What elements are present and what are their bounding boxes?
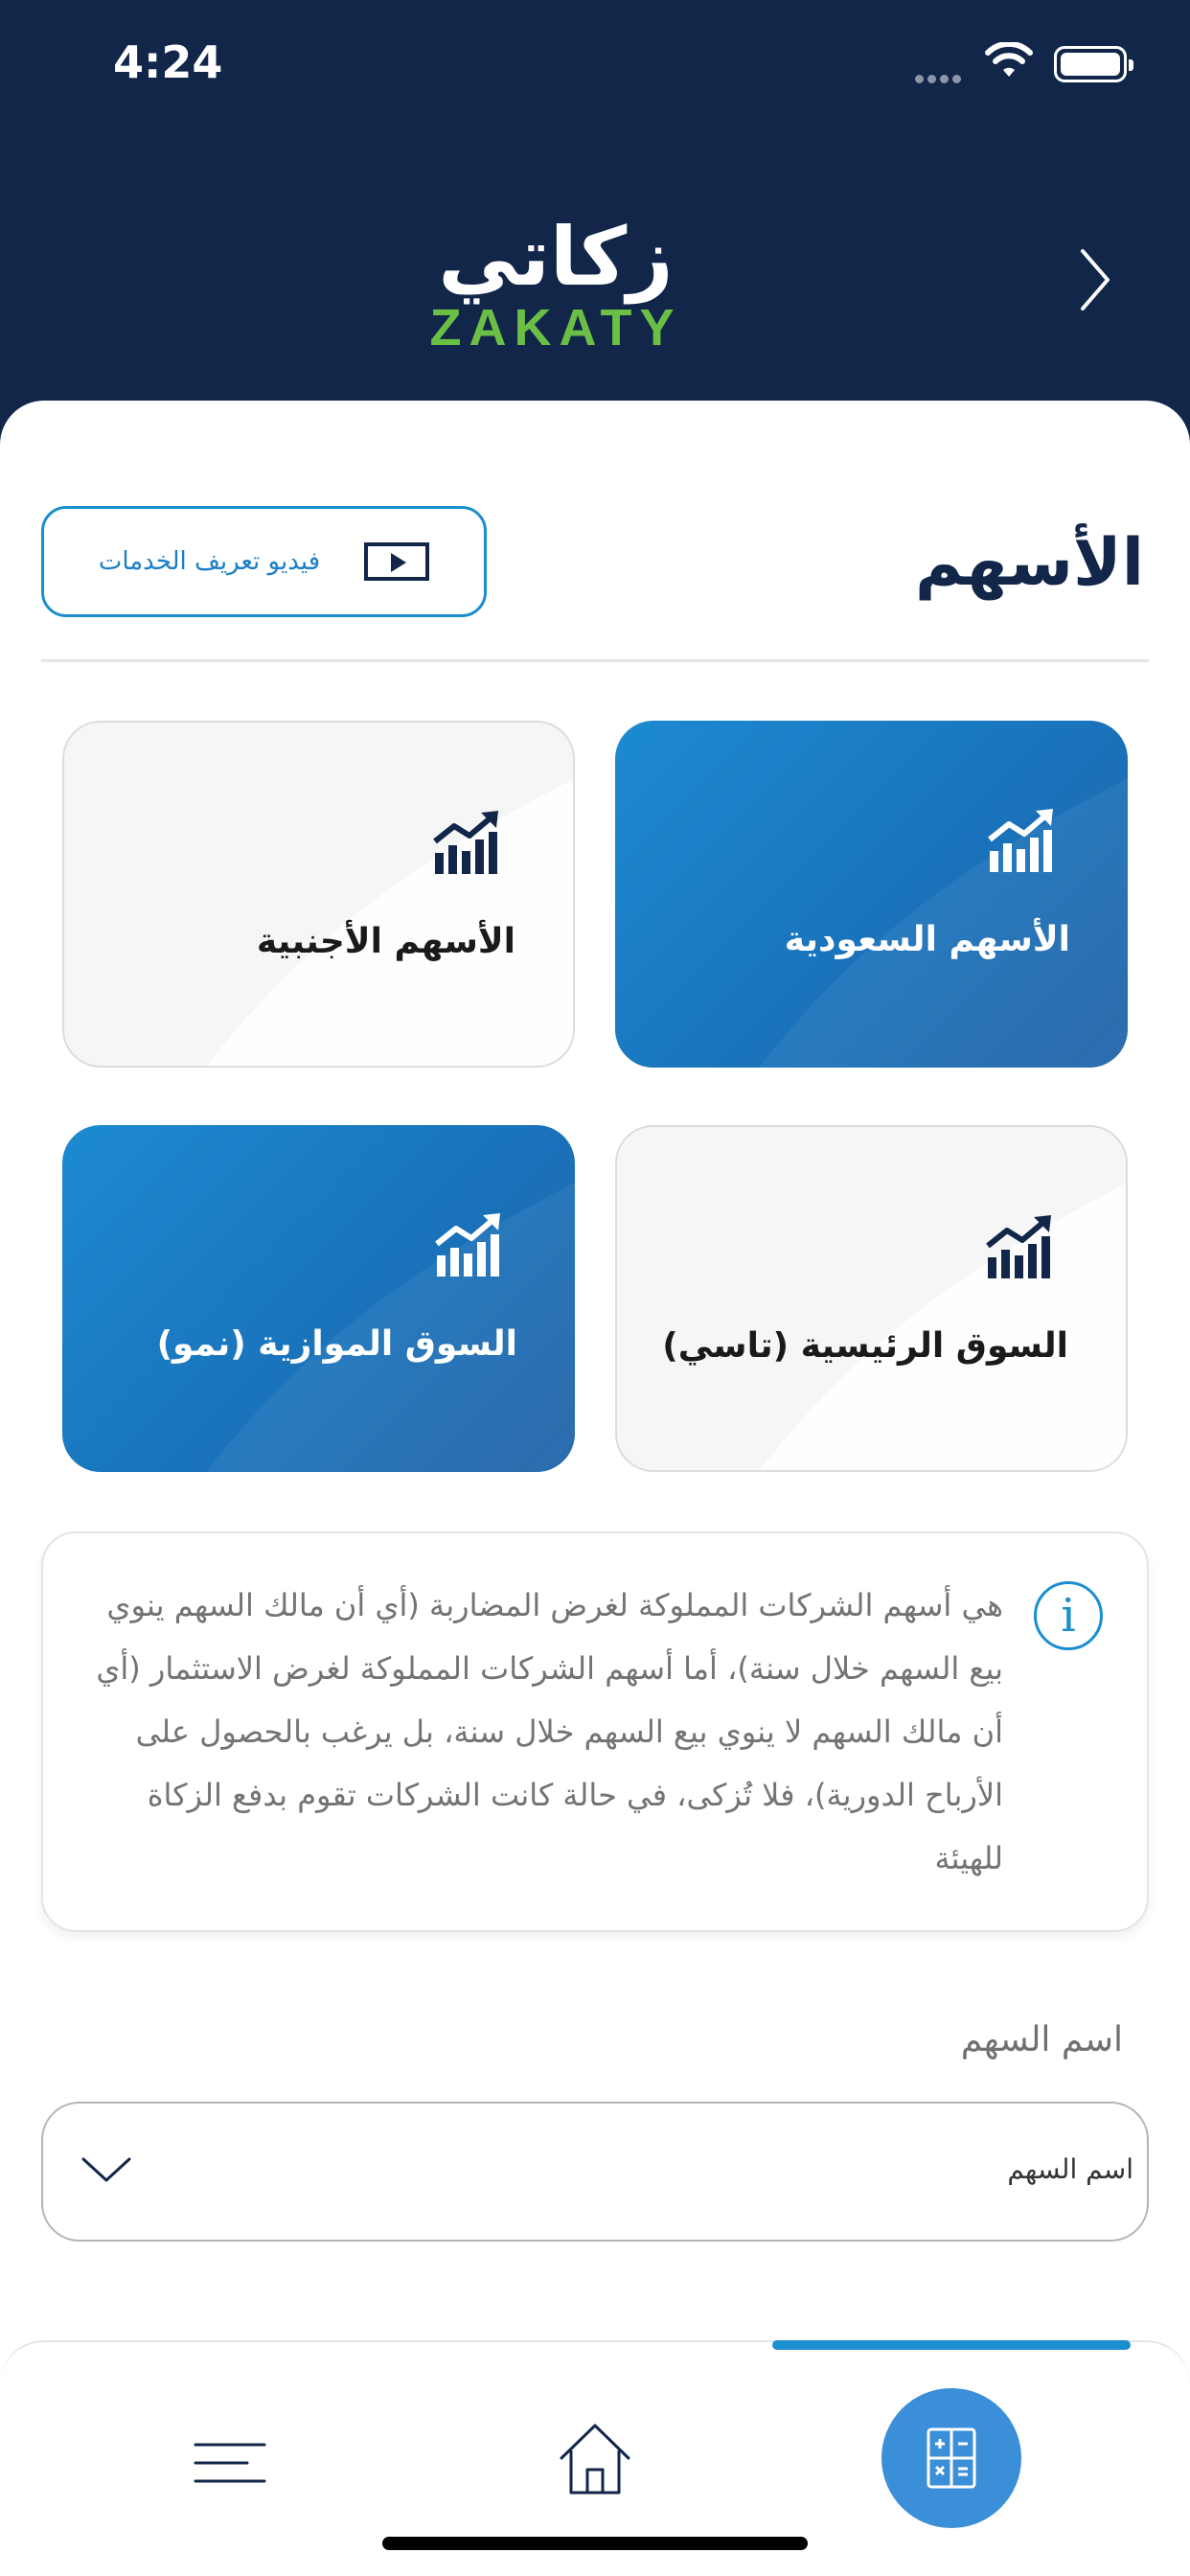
card-label: السوق الموازية (نمو) — [156, 1324, 517, 1364]
logo-arabic: زكاتي — [438, 210, 674, 304]
card-foreign-stocks[interactable] — [62, 721, 575, 1068]
logo-english: ZAKATY — [429, 299, 682, 356]
card-label: الأسهم السعودية — [784, 920, 1070, 959]
card-label: السوق الرئيسية (تاسي) — [662, 1326, 1068, 1366]
home-indicator — [382, 2537, 808, 2550]
video-button-label: فيديو تعريف الخدمات — [98, 547, 321, 576]
menu-icon[interactable] — [192, 2439, 268, 2487]
stock-name-select[interactable] — [41, 2102, 1149, 2242]
status-bar — [0, 0, 1190, 126]
content-panel — [0, 401, 1190, 2576]
card-label: الأسهم الأجنبية — [256, 922, 515, 961]
chart-growth-icon — [984, 1213, 1057, 1282]
chart-growth-icon — [433, 1211, 506, 1280]
info-icon: i — [1034, 1581, 1103, 1650]
chevron-down-icon — [78, 2150, 135, 2188]
chart-growth-icon — [431, 809, 504, 878]
card-saudi-stocks[interactable] — [615, 721, 1128, 1068]
video-intro-button[interactable] — [41, 506, 487, 617]
divider — [41, 659, 1149, 662]
battery-icon — [1054, 46, 1127, 82]
wifi-icon — [985, 42, 1033, 80]
calculator-icon — [926, 2426, 977, 2490]
calculator-tab-button[interactable] — [881, 2388, 1021, 2528]
stock-name-label: اسم السهم — [960, 2020, 1123, 2059]
card-parallel-market-nomu[interactable] — [62, 1125, 575, 1472]
zakaty-logo — [412, 210, 699, 356]
chart-growth-icon — [986, 807, 1059, 876]
home-icon[interactable] — [556, 2420, 634, 2498]
card-main-market-tasi[interactable] — [615, 1125, 1128, 1472]
app-header — [0, 126, 1190, 433]
page-title: الأسهم — [914, 525, 1144, 601]
info-text: هي أسهم الشركات المملوكة لغرض المضاربة (أي أن مالك السهم ينوي بيع السهم خلال سنة)، أما أسهم الشركات المملوكة لغرض الاستثمار (أي أن مالك السهم لا ينوي بيع السهم خلال سنة، بل يرغب بالحصول على الأرباح الدورية)، فلا تُزكى، في حالة كانت الشركات تقوم بدفع الزكاة للهيئة — [96, 1587, 1003, 1876]
play-video-icon — [364, 542, 429, 581]
back-arrow-icon[interactable] — [1071, 242, 1119, 318]
cellular-signal-icon — [915, 69, 965, 87]
stock-name-placeholder: اسم السهم — [1007, 2153, 1133, 2185]
status-time: 4:24 — [113, 36, 223, 88]
info-box — [41, 1531, 1149, 1932]
active-tab-indicator — [772, 2340, 1131, 2350]
